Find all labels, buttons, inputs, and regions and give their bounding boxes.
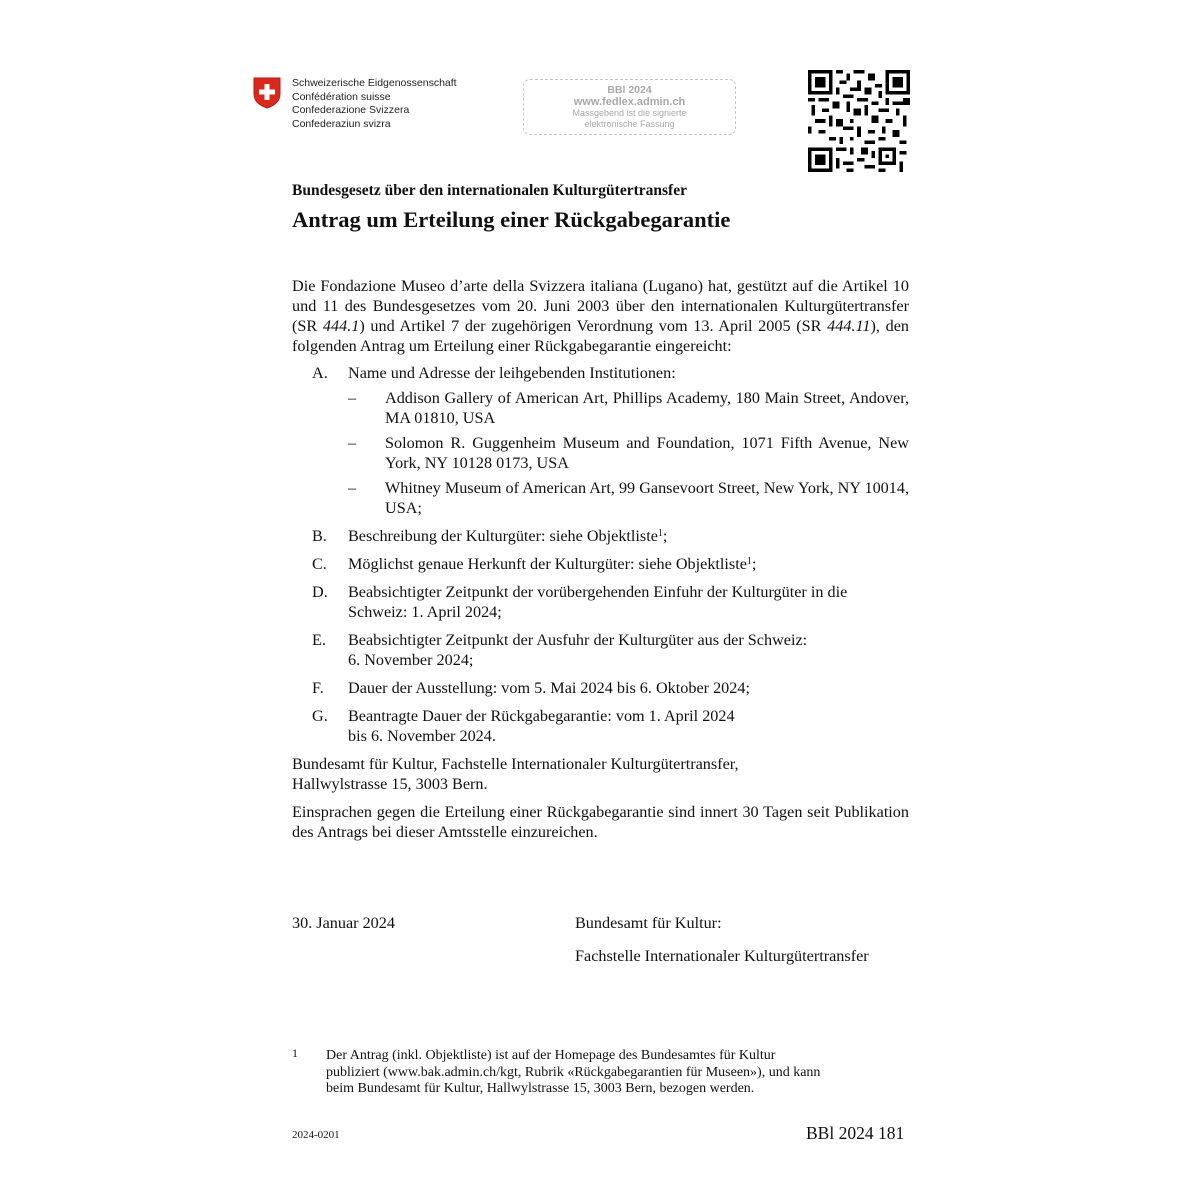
list-item-g xyxy=(292,706,909,746)
stamp-bbl: BBl 2024 xyxy=(607,84,652,96)
list-dash: – xyxy=(348,479,357,497)
institution-item xyxy=(348,478,909,518)
item-text: Beabsichtigter Zeitpunkt der vorübergehenden Einfuhr der Kulturgüter in die Schweiz: 1. April 2024; xyxy=(348,583,848,621)
footnote-ref[interactable]: 1 xyxy=(657,528,663,539)
list-item-b xyxy=(292,526,909,546)
office-line2: Hallwylstrasse 15, 3003 Bern. xyxy=(292,775,488,793)
list-dash: – xyxy=(348,389,357,407)
institution-text: Addison Gallery of American Art, Phillips Academy, 180 Main Street, Andover, MA 01810, USA xyxy=(385,389,909,427)
office-line1: Bundesamt für Kultur, Fachstelle Internationaler Kulturgütertransfer, xyxy=(292,755,739,773)
document-body xyxy=(292,276,909,842)
item-letter: G. xyxy=(312,707,328,725)
intro-paragraph xyxy=(292,276,909,356)
item-text: Beschreibung der Kulturgüter: siehe Objektliste xyxy=(348,527,658,545)
signer-unit: Fachstelle Internationaler Kulturgütertransfer xyxy=(575,947,869,965)
list-dash: – xyxy=(348,434,357,452)
stamp-url: www.fedlex.admin.ch xyxy=(573,96,686,108)
list-item-f xyxy=(292,678,909,698)
confederation-name-it: Confederazione Svizzera xyxy=(292,104,410,116)
item-text-line1: Beabsichtigter Zeitpunkt der Ausfuhr der Kulturgüter aus der Schweiz: xyxy=(348,631,808,649)
item-letter: A. xyxy=(312,364,328,382)
office-address xyxy=(292,754,909,794)
item-text: Name und Adresse der leihgebenden Institutionen: xyxy=(348,364,676,382)
footnote-number: 1 xyxy=(292,1046,298,1060)
document-date: 30. Januar 2024 xyxy=(292,914,395,932)
confederation-name-de: Schweizerische Eidgenossenschaft xyxy=(292,77,457,89)
list-item-a xyxy=(292,363,909,518)
institution-text: Solomon R. Guggenheim Museum and Foundation, 1071 Fifth Avenue, New York, NY 10128 0173, USA xyxy=(385,434,909,472)
footnote-text xyxy=(326,1048,916,1098)
stamp-note-1: Massgebend ist die signierte xyxy=(572,108,687,118)
item-letter: F. xyxy=(312,679,324,697)
item-letter: D. xyxy=(312,583,328,601)
item-tail: ; xyxy=(662,527,668,545)
list-item-c xyxy=(292,554,909,574)
intro-text-3: ), den folgenden Antrag um Erteilung einer Rückgabegarantie eingereicht: xyxy=(292,317,909,355)
sr-reference-1: 444.1 xyxy=(322,317,360,335)
footnote-line3: beim Bundesamt für Kultur, Hallwylstrasse 15, 3003 Bern, bezogen werden. xyxy=(326,1081,755,1096)
document-number: 2024-0201 xyxy=(292,1129,340,1141)
institution-text: Whitney Museum of American Art, 99 Gansevoort Street, New York, NY 10014, USA; xyxy=(385,479,909,517)
item-text: Dauer der Ausstellung: vom 5. Mai 2024 bis 6. Oktober 2024; xyxy=(348,679,750,697)
item-text-line2: 6. November 2024; xyxy=(348,651,474,669)
intro-text-2: ) und Artikel 7 der zugehörigen Verordnung vom 13. April 2005 (SR xyxy=(359,317,828,335)
item-text: Möglichst genaue Herkunft der Kulturgüter: siehe Objektliste xyxy=(348,555,747,573)
intro-text-1: Die Fondazione Museo d’arte della Svizzera italiana (Lugano) hat, gestützt auf die Artikel 10 und 11 des Bundesgesetzes vom 20. Juni 2003 über den internationalen Kulturgütertransfer (SR xyxy=(292,277,909,335)
footnote-ref[interactable]: 1 xyxy=(746,556,752,567)
footnote-line2: publiziert (www.bak.admin.ch/kgt, Rubrik «Rückgabegarantien für Museen»), und kann xyxy=(326,1064,821,1080)
footnote-line1: Der Antrag (inkl. Objektliste) ist auf der Homepage des Bundesamtes für Kultur xyxy=(326,1048,776,1063)
confederation-name-fr: Confédération suisse xyxy=(292,90,391,103)
objection-paragraph: Einsprachen gegen die Erteilung einer Rückgabegarantie sind innert 30 Tagen seit Publikation des Antrags bei dieser Amtsstelle einzureichen. xyxy=(292,803,909,841)
item-tail: ; xyxy=(751,555,757,573)
law-subtitle: Bundesgesetz über den internationalen Kulturgütertransfer xyxy=(292,182,687,199)
confederation-name-rm: Confederaziun svizra xyxy=(292,117,391,130)
institution-item xyxy=(348,433,909,473)
item-text-line1: Beantragte Dauer der Rückgabegarantie: vom 1. April 2024 xyxy=(348,707,735,725)
bbl-stamp xyxy=(523,79,736,135)
item-letter: B. xyxy=(312,527,327,545)
stamp-note-2: elektronische Fassung xyxy=(584,119,675,129)
item-text-line2: bis 6. November 2024. xyxy=(348,727,496,745)
list-item-e xyxy=(292,630,909,670)
item-letter: C. xyxy=(312,555,327,573)
signer-office: Bundesamt für Kultur: xyxy=(575,914,722,932)
sr-reference-2: 444.11 xyxy=(827,317,871,335)
confederation-names xyxy=(292,77,457,131)
item-letter: E. xyxy=(312,631,326,649)
document-title: Antrag um Erteilung einer Rückgabegarantie xyxy=(292,207,731,232)
swiss-coat-of-arms-icon xyxy=(253,77,281,109)
institution-item xyxy=(348,388,909,428)
list-item-d xyxy=(292,582,909,622)
qr-code-icon xyxy=(808,70,910,172)
page-reference: BBl 2024 181 xyxy=(806,1123,905,1143)
